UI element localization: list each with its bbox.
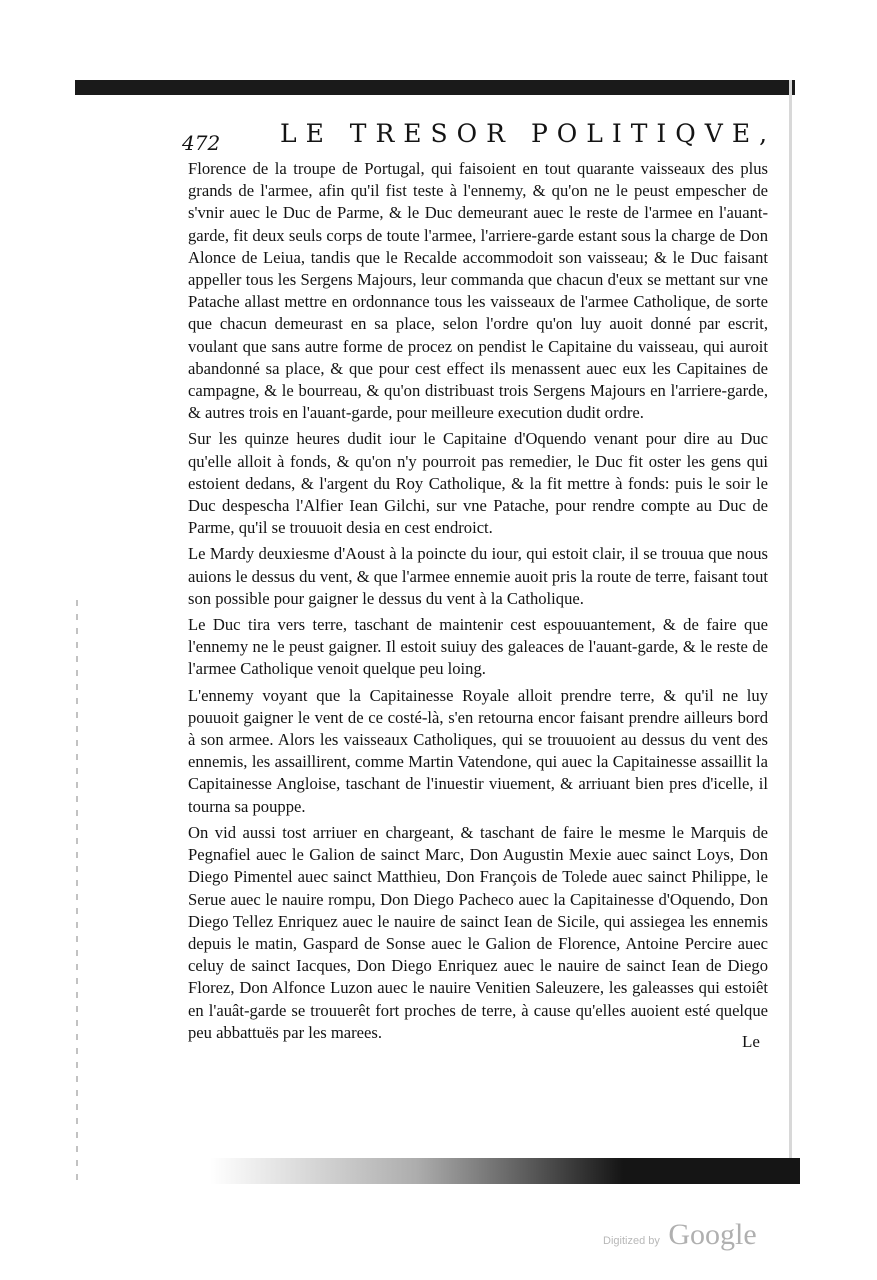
digitized-watermark xyxy=(603,1218,757,1252)
running-title: LE TRESOR POLITIQVE, xyxy=(280,119,777,148)
scan-right-edge xyxy=(789,80,792,1180)
page-header xyxy=(180,117,780,161)
paragraph-1: Florence de la troupe de Portugal, qui faisoient en tout quarante vaisseaux des plus grands de l'armee, afin qu'il fist teste à l'ennemy, & qu'on ne le peust empescher de s'vnir auec le Duc de Parme, & le Duc demeurant auec le reste de l'armee en l'auant-garde, fit deux seuls corps de toute l'armee, l'arriere-garde estant sous la charge de Don Alonce de Leiua, tandis que le Recalde accommodoit son vaisseau; & le Duc faisant appeller tous les Sergens Majours, leur commanda que chacun d'eux se mettant sur vne Patache allast mettre en ordonnance tous les vaisseaux de l'armee Catholique, de sorte que chacun demeurast en sa place, selon l'ordre qu'on luy auoit donné par escrit, voulant que sans autre forme de procez on pendist le Capitaine du vaisseau, qui auroit abandonné sa place, & que pour cest effect ils menassent auec eux les Capitaines de campagne, & le bourreau, & qu'on distribuast trois Sergens Majours en l'arriere-garde, & autres trois en l'auant-garde, pour meilleure execution dudit ordre. xyxy=(188,159,768,423)
page-number: 472 xyxy=(182,131,221,155)
watermark-prefix: Digitized by xyxy=(603,1235,660,1247)
paragraph-4: Le Duc tira vers terre, taschant de maintenir cest espouuantement, & de faire que l'ennemy ne le peust gaigner. Il estoit suiuy des galeaces de l'auant-garde, & le reste de l'armee Catholique venoit quelque peu loing. xyxy=(188,615,768,679)
paragraph-6: On vid aussi tost arriuer en chargeant, & taschant de faire le mesme le Marquis de Pegnafiel auec le Galion de sainct Marc, Don Augustin Mexie auec sainct Loys, Don Diego Pimentel auec sainct Matthieu, Don François de Tolede auec sainct Philippe, le Serue auec le nauire rompu, Don Diego Pacheco auec la Capitainesse d'Oquendo, Don Diego Tellez Enriquez auec le nauire de sainct Iean de Sicile, qui assiegea les ennemis depuis le matin, Gaspard de Sonse auec le Galion de Florence, Antoine Percire auec celuy de sainct Iacques, Don Diego Enriquez auec le nauire de sainct Iean de Diego Florez, Don Alfonce Luzon auec le nauire Venitien Saleuzere, les galeasses qui estoiêt en l'auât-garde se trouuerêt fort proches de terre, à cause qu'elles auoient esté quelque peu abbattuës par les marees. xyxy=(188,822,768,1042)
paragraph-2: Sur les quinze heures dudit iour le Capitaine d'Oquendo venant pour dire au Duc qu'elle alloit à fonds, & qu'on n'y pourroit pas remedier, le Duc fit oster les gens qui estoient dedans, & l'argent du Roy Catholique, & la fit mettre à fonds: puis le soir le Duc despescha l'Alfier Iean Gilchi, sur vne Patache, pour rendre compte au Duc de Parme, qu'il se trouuoit desia en cest endroict. xyxy=(188,429,768,538)
paragraph-5: L'ennemy voyant que la Capitainesse Royale alloit prendre terre, & qu'il ne luy pouuoit gaigner le vent de ce costé-là, s'en retourna encor faisant prendre ailleurs bord à son armee. Alors les vaisseaux Catholiques, qui se trouuoient au dessus du vent des ennemis, les assaillirent, comme Martin Vatendone, qui auec la Capitainesse assaillit la Capitainesse Angloise, taschant de l'inuestir viuement, & arriuant bien pres d'icelle, il tourna sa pouppe. xyxy=(188,685,768,816)
scan-top-shadow-bar xyxy=(75,80,795,95)
catchword: Le xyxy=(742,1032,760,1051)
scan-left-edge-speckle xyxy=(76,600,78,1180)
page-body xyxy=(188,158,768,1044)
scan-bottom-shadow-bar xyxy=(210,1158,800,1184)
google-logo: Google xyxy=(668,1218,757,1251)
paragraph-3: Le Mardy deuxiesme d'Aoust à la poincte du iour, qui estoit clair, il se trouua que nous auions le dessus du vent, & que l'armee ennemie auoit pris la route de terre, faisant tout son possible pour gaigner le dessus du vent à la Catholique. xyxy=(188,544,768,608)
